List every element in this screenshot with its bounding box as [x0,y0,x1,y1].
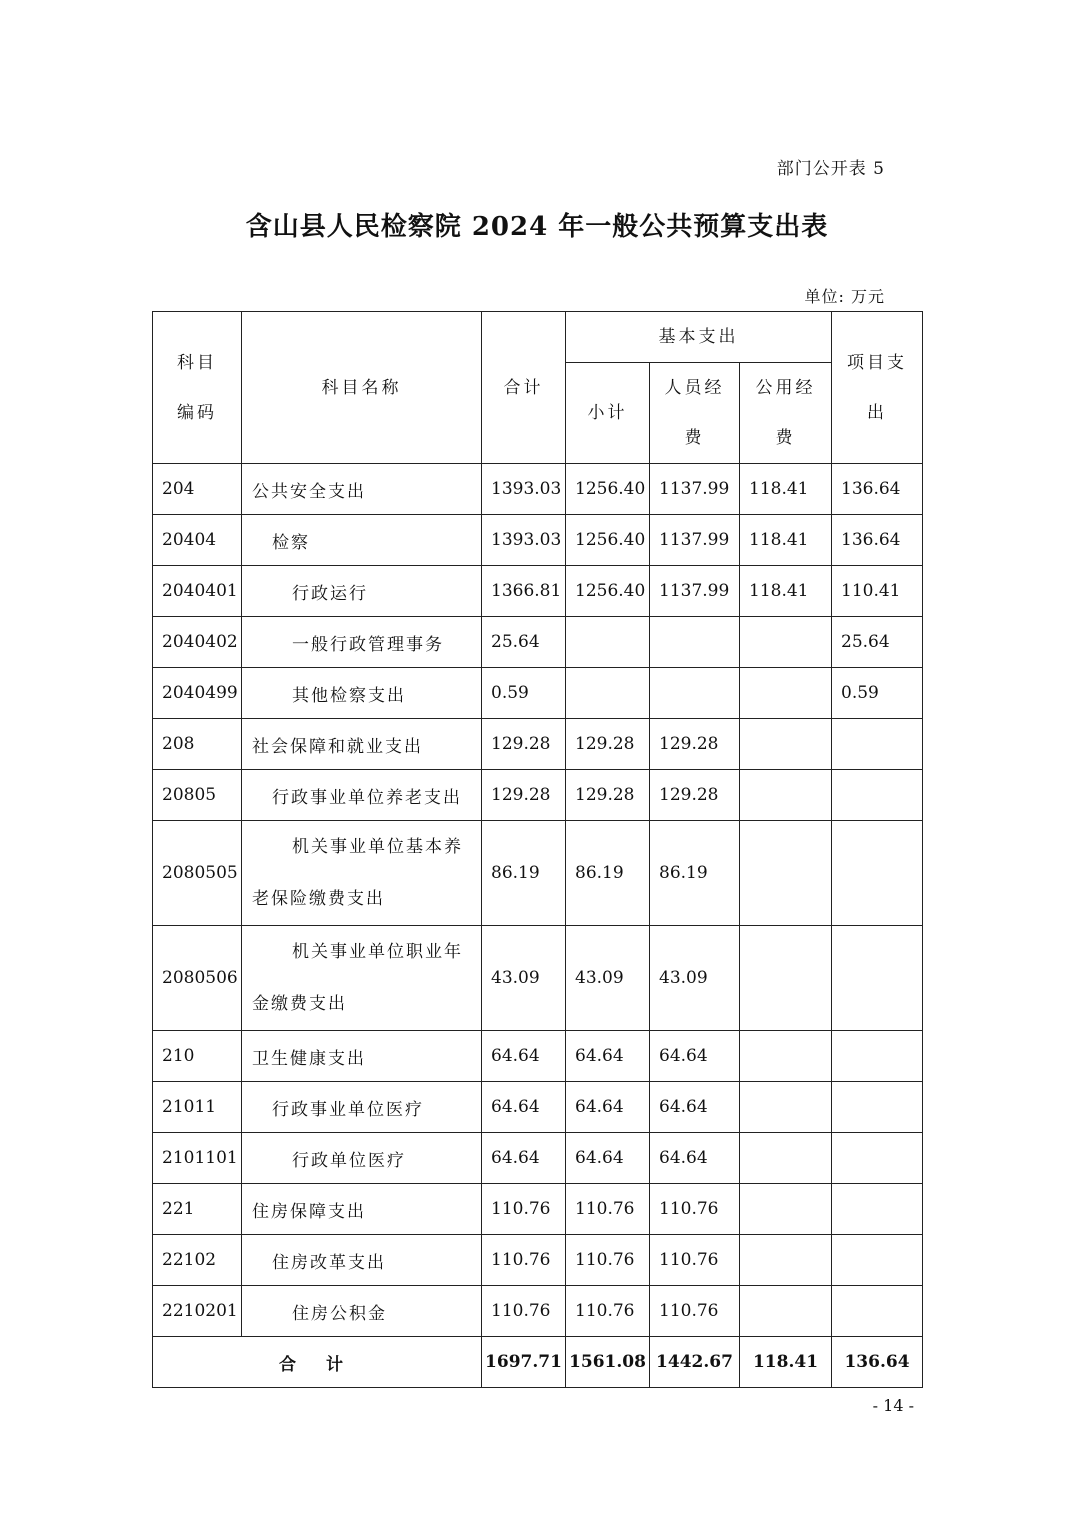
row-personnel: 43.09 [650,926,740,1031]
row-public [740,668,832,719]
row-name: 行政事业单位养老支出 [242,770,482,821]
row-name: 行政事业单位医疗 [242,1082,482,1133]
row-name: 社会保障和就业支出 [242,719,482,770]
row-public [740,926,832,1031]
row-total: 86.19 [482,821,566,926]
total-total: 1697.71 [482,1337,566,1388]
row-personnel: 129.28 [650,719,740,770]
row-subtotal: 1256.40 [566,566,650,617]
row-public [740,821,832,926]
row-code: 2040401 [153,566,242,617]
row-public [740,1184,832,1235]
row-name: 一般行政管理事务 [242,617,482,668]
table-row [153,926,923,1031]
row-name: 住房公积金 [242,1286,482,1337]
row-public: 118.41 [740,566,832,617]
header-personnel: 人员经 费 [650,363,740,464]
row-code: 21011 [153,1082,242,1133]
row-project: 25.64 [832,617,923,668]
row-personnel: 129.28 [650,770,740,821]
table-row [153,617,923,668]
table-row [153,719,923,770]
row-public [740,770,832,821]
row-public [740,1082,832,1133]
row-personnel: 110.76 [650,1286,740,1337]
row-total: 110.76 [482,1286,566,1337]
row-code: 2210201 [153,1286,242,1337]
row-name-line2: 金缴费支出 [252,994,347,1014]
row-code: 22102 [153,1235,242,1286]
header-total: 合计 [482,312,566,464]
row-subtotal: 110.76 [566,1184,650,1235]
table-row [153,1286,923,1337]
row-total: 64.64 [482,1133,566,1184]
row-project: 136.64 [832,464,923,515]
row-total: 25.64 [482,617,566,668]
header-code: 科目 编码 [153,312,242,464]
table-row [153,1031,923,1082]
row-name-line2: 老保险缴费支出 [252,889,385,909]
row-public [740,719,832,770]
row-subtotal: 64.64 [566,1133,650,1184]
row-code: 208 [153,719,242,770]
row-public [740,1031,832,1082]
total-project: 136.64 [832,1337,923,1388]
row-name: 其他检察支出 [242,668,482,719]
total-label: 合 计 [153,1337,482,1388]
row-project [832,1133,923,1184]
row-subtotal: 64.64 [566,1082,650,1133]
row-total: 64.64 [482,1082,566,1133]
row-code: 20404 [153,515,242,566]
row-public [740,1235,832,1286]
row-project: 110.41 [832,566,923,617]
header-public: 公用经 费 [740,363,832,464]
row-personnel [650,617,740,668]
page-number: - 14 - [872,1396,914,1415]
row-total: 129.28 [482,770,566,821]
table-row [153,1133,923,1184]
total-public: 118.41 [740,1337,832,1388]
row-public: 118.41 [740,515,832,566]
row-code: 210 [153,1031,242,1082]
page-title: 含山县人民检察院 2024 年一般公共预算支出表 [245,212,829,242]
unit-label: 单位: 万元 [804,287,885,306]
row-subtotal: 64.64 [566,1031,650,1082]
total-subtotal: 1561.08 [566,1337,650,1388]
row-subtotal: 43.09 [566,926,650,1031]
row-total: 1366.81 [482,566,566,617]
row-subtotal: 1256.40 [566,464,650,515]
row-personnel: 110.76 [650,1235,740,1286]
row-code: 2080505 [153,821,242,926]
row-public [740,1286,832,1337]
row-name: 行政单位医疗 [242,1133,482,1184]
header-name: 科目名称 [242,312,482,464]
row-total: 129.28 [482,719,566,770]
row-personnel: 1137.99 [650,515,740,566]
row-subtotal: 1256.40 [566,515,650,566]
row-subtotal: 86.19 [566,821,650,926]
row-code: 2080506 [153,926,242,1031]
row-name: 行政运行 [242,566,482,617]
row-public [740,617,832,668]
row-project [832,926,923,1031]
row-subtotal: 129.28 [566,770,650,821]
row-code: 2040499 [153,668,242,719]
row-subtotal: 110.76 [566,1235,650,1286]
table-row [153,1082,923,1133]
row-name: 住房保障支出 [242,1184,482,1235]
table-number-note: 部门公开表 5 [776,159,885,179]
row-total: 1393.03 [482,464,566,515]
row-personnel: 64.64 [650,1031,740,1082]
row-public: 118.41 [740,464,832,515]
row-total: 64.64 [482,1031,566,1082]
row-personnel: 86.19 [650,821,740,926]
row-total: 43.09 [482,926,566,1031]
row-project [832,821,923,926]
row-personnel: 1137.99 [650,566,740,617]
row-code: 2040402 [153,617,242,668]
row-total: 110.76 [482,1235,566,1286]
row-project [832,719,923,770]
header-subtotal: 小计 [566,363,650,464]
table-row [153,464,923,515]
row-code: 221 [153,1184,242,1235]
row-project: 136.64 [832,515,923,566]
row-code: 2101101 [153,1133,242,1184]
row-project [832,1184,923,1235]
row-total: 0.59 [482,668,566,719]
row-project [832,1235,923,1286]
row-name-line1: 机关事业单位基本养 [292,837,463,857]
table-row [153,515,923,566]
header-basic: 基本支出 [566,312,832,363]
row-personnel: 64.64 [650,1082,740,1133]
row-total: 1393.03 [482,515,566,566]
row-project [832,1082,923,1133]
row-subtotal [566,668,650,719]
table-row [153,566,923,617]
table-row [153,668,923,719]
row-name: 公共安全支出 [242,464,482,515]
row-name: 卫生健康支出 [242,1031,482,1082]
row-subtotal [566,617,650,668]
total-row [153,1337,923,1388]
row-name-line1: 机关事业单位职业年 [292,942,463,962]
row-name: 住房改革支出 [242,1235,482,1286]
row-subtotal: 129.28 [566,719,650,770]
table-row [153,821,923,926]
header-project: 项目支 出 [832,312,923,464]
table-row [153,770,923,821]
table-body [153,464,923,1337]
row-name: 检察 [242,515,482,566]
row-personnel: 110.76 [650,1184,740,1235]
row-code: 20805 [153,770,242,821]
row-subtotal: 110.76 [566,1286,650,1337]
table-row [153,1184,923,1235]
total-personnel: 1442.67 [650,1337,740,1388]
row-name [242,926,482,1031]
row-public [740,1133,832,1184]
row-project [832,1286,923,1337]
row-total: 110.76 [482,1184,566,1235]
row-code: 204 [153,464,242,515]
row-project: 0.59 [832,668,923,719]
row-personnel [650,668,740,719]
row-personnel: 64.64 [650,1133,740,1184]
table-row [153,1235,923,1286]
budget-table [152,311,923,1388]
row-project [832,1031,923,1082]
row-project [832,770,923,821]
row-name [242,821,482,926]
row-personnel: 1137.99 [650,464,740,515]
